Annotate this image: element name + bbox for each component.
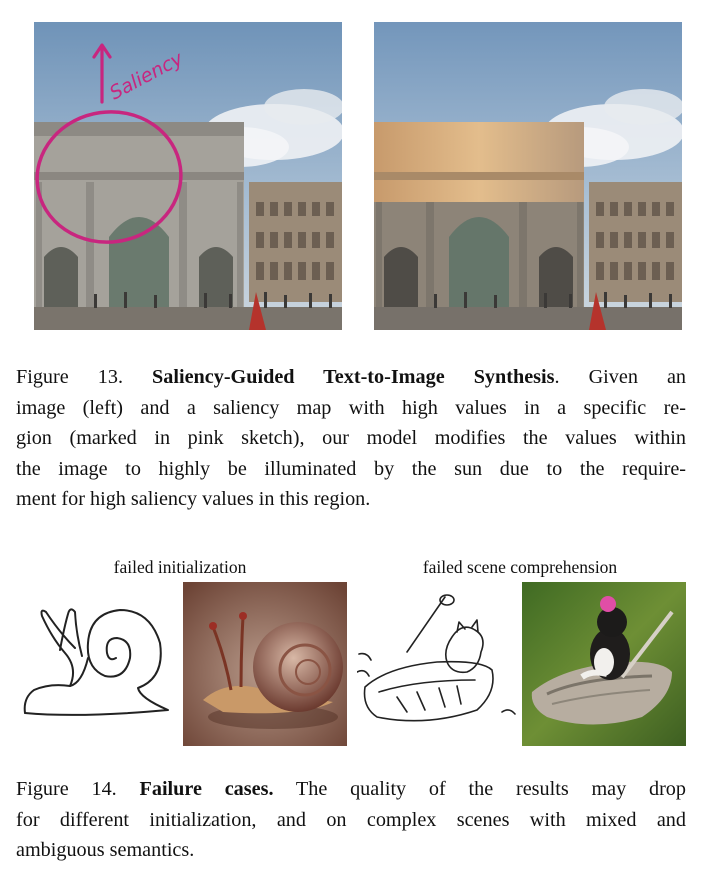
figure13-caption-line-1: Given an xyxy=(588,366,687,388)
figure13-caption-line-2: image (left) and a saliency map with high values in a specific re- xyxy=(16,396,686,419)
figure13-caption-line-5: ment for high saliency values in this region. xyxy=(16,488,371,510)
snail-sketch xyxy=(20,598,175,726)
figure13-left-image xyxy=(34,22,342,330)
saliency-annotation: Saliency xyxy=(106,47,187,105)
subfigure-label-failed-initialization: failed initialization xyxy=(113,557,247,577)
figure13-right-image xyxy=(374,22,682,330)
figure13-title: Saliency-Guided Text-to-Image Synthesis xyxy=(152,366,555,388)
subfigure-label-failed-scene-comprehension: failed scene comprehension xyxy=(422,557,618,577)
snail-result-image xyxy=(183,582,347,746)
figure14-caption xyxy=(16,774,686,866)
figure14-caption-line-2: for different initialization, and on complex scenes with mixed and xyxy=(16,808,686,831)
figure14-title: Failure cases. xyxy=(139,778,274,800)
cat-boat-result-image xyxy=(522,582,686,746)
figure13-caption: Figure 13. Saliency-Guided Text-to-Image Synthesis. Given an image (left) and a saliency map with high values in a specific re- gion (marked in pink sketch), our model modifies the values within the image to highly be illuminated by the sun due to the require- ment for high saliency values in this region. xyxy=(16,362,686,515)
figure14-caption-line-1: The quality of the results may drop xyxy=(295,778,686,800)
cat-boat-sketch xyxy=(357,592,517,734)
figure14-label: Figure 14. xyxy=(16,778,117,800)
figure13-label: Figure 13. xyxy=(16,366,123,388)
figure13-caption-line-3: gion (marked in pink sketch), our model modifies the values within xyxy=(16,427,686,449)
figure14-caption-line-3: ambiguous semantics. xyxy=(16,839,195,861)
figure13-caption-line-4: the image to highly be illuminated by the sun due to the require- xyxy=(16,457,686,480)
